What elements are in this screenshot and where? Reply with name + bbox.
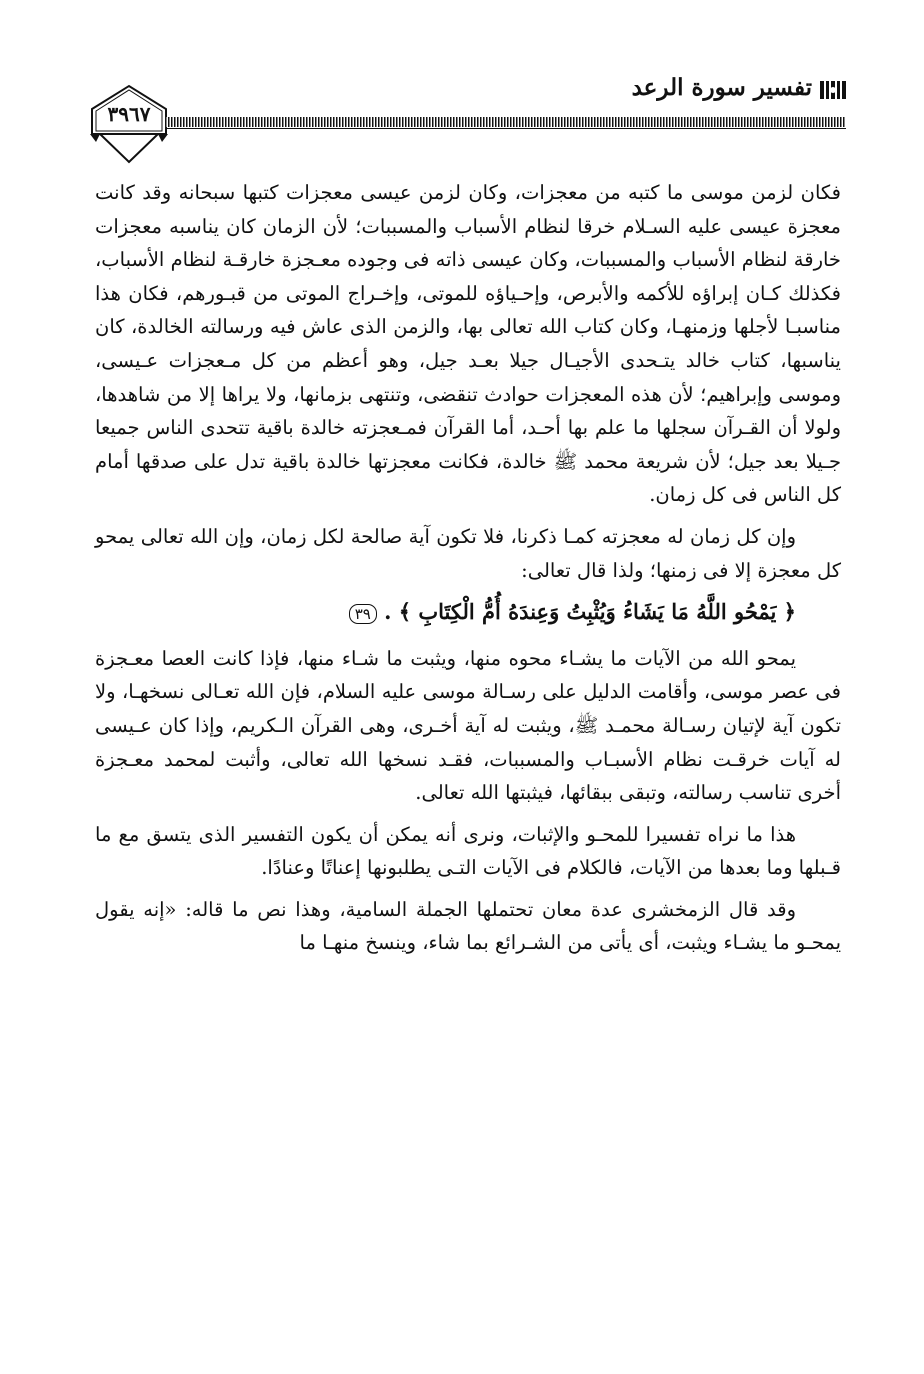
paragraph: وقد قال الزمخشرى عدة معان تحتملها الجملة السامية، وهذا نص ما قاله: «إنه يقول يمحـو ما يشـاء ويثبت، أى يأتى من الشـرائع بما شاء، وينسخ منهـا ما <box>95 897 841 955</box>
paragraph: هذا ما نراه تفسيرا للمحـو والإثبات، ونرى أنه يمكن أن يكون التفسير الذى يتسق مع ما قـبلها وما بعدها من الآيات، فالكلام فى الآيات التـى يطلبونها إعناتًا وعنادًا. <box>95 822 841 880</box>
page-body <box>95 176 841 960</box>
verse-text: ﴿ يَمْحُو اللَّهُ مَا يَشَاءُ وَيُثْبِتُ وَعِندَهُ أُمُّ الْكِتَابِ ﴾ . <box>384 599 796 625</box>
header-rule <box>165 117 846 127</box>
ornament-icon <box>818 78 848 102</box>
paragraph: يمحو الله من الآيات ما يشـاء محوه منها، ويثبت ما شـاء منها، فإذا كانت العصا معـجزة فى عصر موسى، وأقامت الدليل على رسـالة موسى عليه السلام، فإن الله تعـالى نسخهـا، ولا تكون آية لإتيان رسـالة محمـد ﷺ، ويثبت له آية أخـرى، وهى القرآن الـكريم، وإذا كان عـيسى له آيات خرقـت نظام الأسبـاب والمسببات، فقـد نسخها الله تعالى، وأثبت لمحمد معـجزة أخرى تناسب رسالته، وتبقى ببقائها، فيثبتها الله تعالى. <box>95 646 841 805</box>
paragraph: وإن كل زمان له معجزته كمـا ذكرنا، فلا تكون آية صالحة لكل زمان، وإن الله تعالى يمحو كل معجزة إلا فى زمنها؛ ولذا قال تعالى: <box>95 524 841 582</box>
header-rule-underline <box>165 128 846 129</box>
page-number: ٣٩٦٧ <box>107 102 151 126</box>
quran-verse <box>95 595 841 632</box>
running-head-title: تفسير سورة الرعد <box>631 74 812 101</box>
verse-number: ٣٩ <box>349 604 377 624</box>
page-header <box>0 0 924 175</box>
paragraph: فكان لزمن موسى ما كتبه من معجزات، وكان لزمن عيسى معجزات كتبها سبحانه وقد كانت معجزة عيسى عليه السـلام خرقا لنظام الأسباب والمسببات؛ لأن الزمان كان يناسبه معجزات خارقة لنظام الأسباب والمسببات، وكان عيسى ذاته فى وجوده معـجزة خارقـة لنظام الأسباب، فكذلك كـان إبراؤه للأكمه والأبرص، وإحـياؤه للموتى، وإخـراج الموتى من قبـورهم، فكان هذا مناسبـا لأجلها وزمنهـا، وكان كتاب الله تعالى بها، والزمن الذى عاش فيه ورسالته الخالدة، كان يناسبها، كتاب خالد يتـحدى الأجيـال جيلا بعـد جيل، وهو أعظم من كل مـعجزات عـيسى، وموسى وإبراهيم؛ لأن هذه المعجزات حوادث تنقضى، وتنتهى بزمانها، ولا يراها إلا من شاهدها، ولولا أن القـرآن سجلها ما علم بها أحـد، أما القرآن فمـعجزته خالدة باقية تتحدى الناس جميعا جـيلا بعد جيل؛ لأن شريعة محمد ﷺ خالدة، فكانت معجزتها خالدة باقية تدل على صدقها أمام كل الناس فى كل زمان. <box>95 181 841 507</box>
